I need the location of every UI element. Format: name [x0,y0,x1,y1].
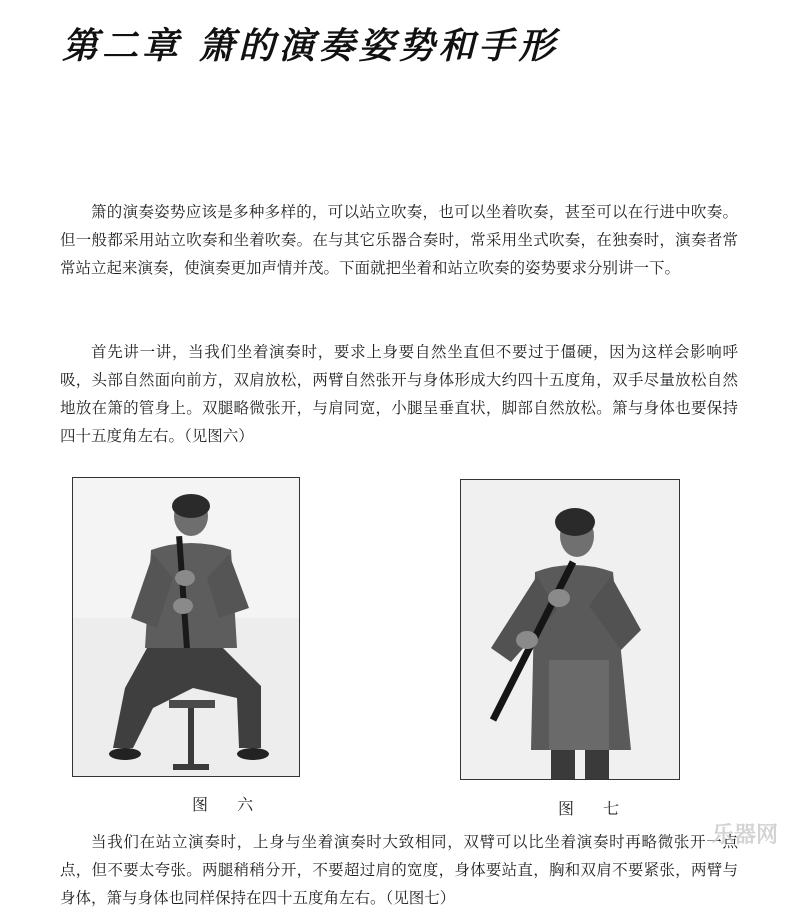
figure-6-caption: 图 六 [192,795,266,814]
seated-player-illustration [73,478,299,776]
figure-7-photo-standing-player [460,479,680,780]
paragraph-standing: 当我们在站立演奏时，上身与坐着演奏时大致相同，双臂可以比坐着演奏时再略微张开一点点，但不要太夸张。两腿稍稍分开，不要超过肩的宽度，身体要站直，胸和双肩不要紧张，两臂与身体，箫与身体也同样保持在四十五度角左右。（见图七） [60,833,738,907]
standing-player-illustration [461,480,679,779]
page-title: 第二章 箫的演奏姿势和手形 [62,26,559,67]
paragraph-sitting: 首先讲一讲，当我们坐着演奏时，要求上身要自然坐直但不要过于僵硬，因为这样会影响呼吸，头部自然面向前方，双肩放松，两臂自然张开与身体形成大约四十五度角，双手尽量放松自然地放在箫的管身上。双腿略微张开，与肩同宽，小腿呈垂直状，脚部自然放松。箫与身体也要保持四十五度角左右。（见图六） [60,343,738,445]
figure-6-photo-seated-player [72,477,300,777]
paragraph-intro: 箫的演奏姿势应该是多种多样的，可以站立吹奏，也可以坐着吹奏，甚至可以在行进中吹奏。但一般都采用站立吹奏和坐着吹奏。在与其它乐器合奏时，常采用坐式吹奏，在独奏时，演奏者常常站立起来演奏，使演奏更加声情并茂。下面就把坐着和站立吹奏的姿势要求分别讲一下。 [60,203,738,277]
figure-7-caption: 图 七 [558,799,632,818]
watermark-logo: 乐器网 [711,823,778,848]
